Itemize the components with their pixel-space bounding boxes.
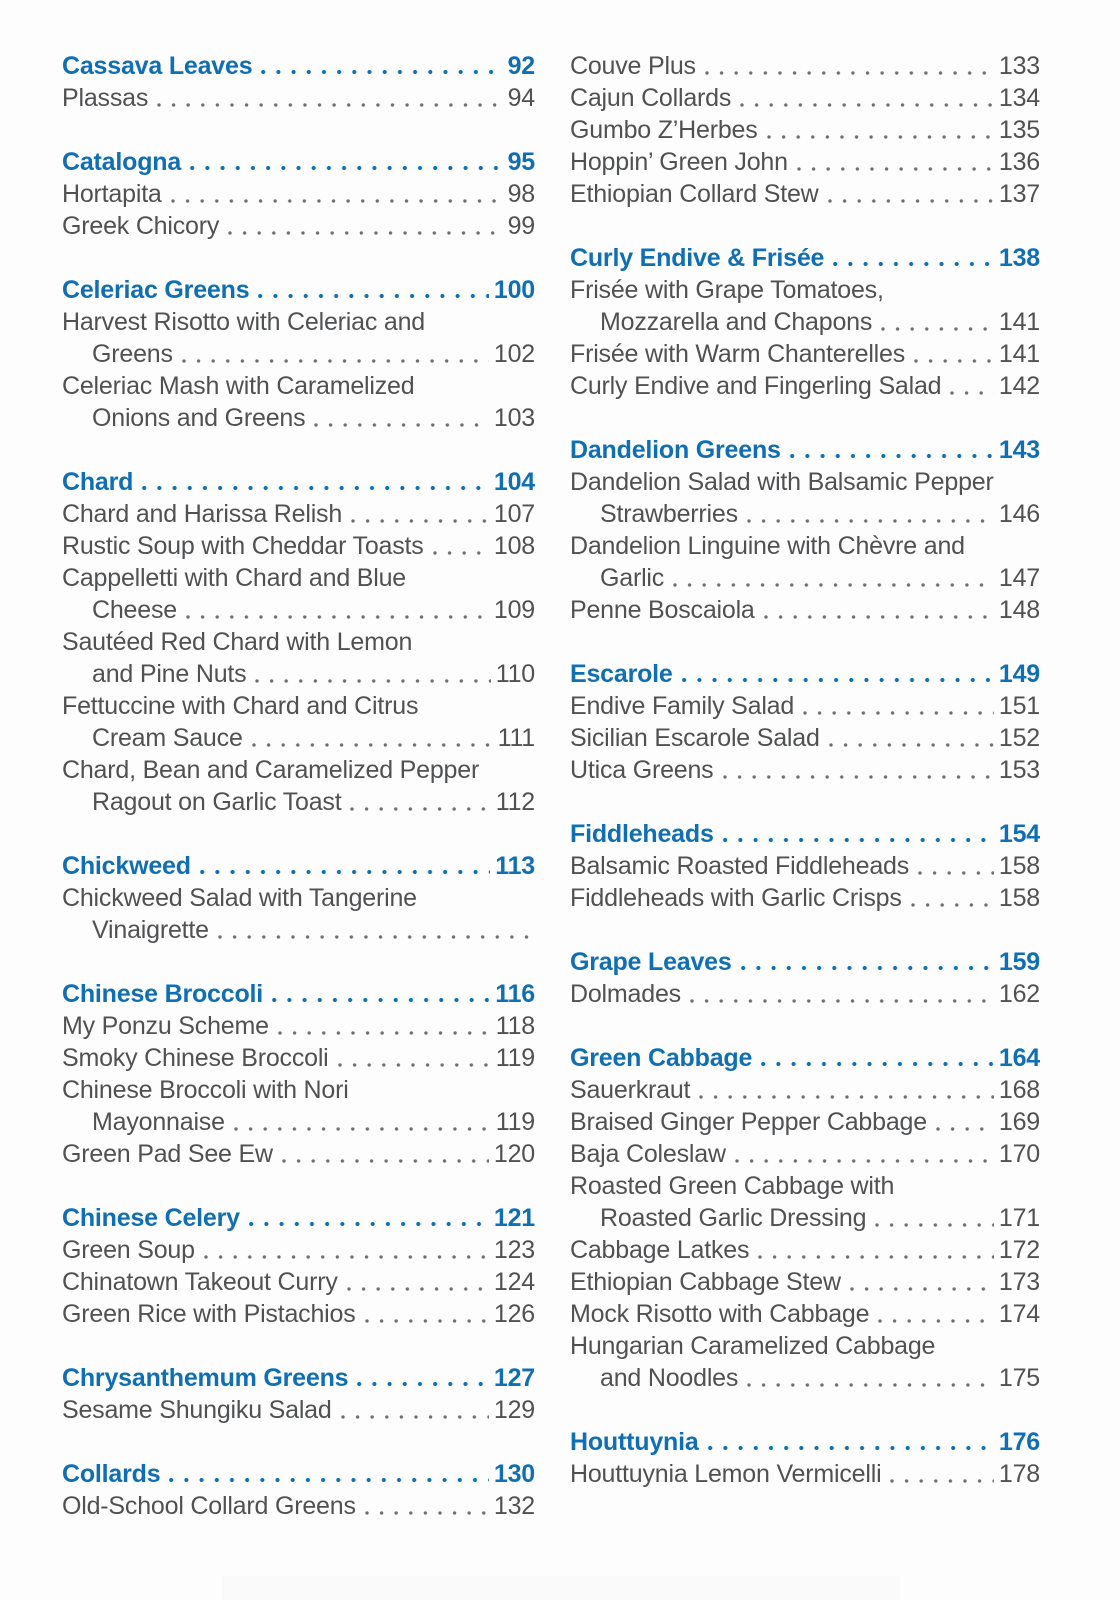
toc-section	[570, 50, 1040, 210]
toc-section	[62, 1202, 535, 1330]
dotted-leader	[157, 102, 502, 108]
dotted-leader	[767, 134, 994, 140]
section-page-number: 100	[493, 276, 535, 304]
section-header-row	[570, 658, 1040, 690]
toc-entry-row	[570, 1298, 1040, 1330]
dotted-leader	[735, 1158, 994, 1164]
toc-entry-row	[62, 786, 535, 818]
entry-title: Cabbage Latkes	[570, 1236, 750, 1264]
toc-entry-row	[62, 690, 535, 722]
entry-title: Sicilian Escarole Salad	[570, 724, 820, 752]
section-page-number: 104	[493, 468, 535, 496]
section-title: Cassava Leaves	[62, 52, 253, 80]
dotted-leader	[833, 261, 994, 267]
section-page-number: 95	[507, 148, 535, 176]
toc-entry-row	[570, 498, 1040, 530]
dotted-leader	[142, 485, 489, 491]
toc-entry-row	[570, 594, 1040, 626]
toc-entry-row	[570, 1202, 1040, 1234]
toc-entry-row	[62, 498, 535, 530]
entry-title: and Noodles	[600, 1364, 739, 1392]
dotted-leader	[723, 837, 994, 843]
section-title: Chickweed	[62, 852, 191, 880]
entry-title: Dolmades	[570, 980, 681, 1008]
dotted-leader	[918, 870, 994, 876]
entry-title: Cappelletti with Chard and Blue	[62, 564, 407, 592]
entry-title: Ragout on Garlic Toast	[92, 788, 342, 816]
toc-entry-row	[570, 50, 1040, 82]
toc-entry-row	[62, 1490, 535, 1522]
dotted-leader	[186, 614, 489, 620]
entry-page-number: 120	[493, 1140, 535, 1168]
toc-entry-row	[62, 722, 535, 754]
toc-entry-row	[570, 978, 1040, 1010]
entry-title: Vinaigrette	[92, 916, 209, 944]
entry-page-number: 136	[998, 148, 1040, 176]
toc-entry-row	[570, 274, 1040, 306]
entry-page-number: 171	[998, 1204, 1040, 1232]
entry-page-number: 118	[495, 1012, 535, 1040]
dotted-leader	[747, 518, 994, 524]
toc-entry-row	[62, 178, 535, 210]
entry-page-number: 110	[495, 660, 535, 688]
entry-title: Endive Family Salad	[570, 692, 795, 720]
entry-title: Curly Endive and Fingerling Salad	[570, 372, 942, 400]
dotted-leader	[314, 422, 488, 428]
toc-entry-row	[62, 1138, 535, 1170]
entry-title: Fettuccine with Chard and Citrus	[62, 692, 419, 720]
toc-entry-row	[570, 754, 1040, 786]
dotted-leader	[803, 710, 994, 716]
entry-title: Dandelion Salad with Balsamic Pepper	[570, 468, 994, 496]
dotted-leader	[282, 1158, 489, 1164]
toc-entry-row	[62, 1074, 535, 1106]
entry-title: Greek Chicory	[62, 212, 220, 240]
section-title: Dandelion Greens	[570, 436, 781, 464]
section-title: Grape Leaves	[570, 948, 732, 976]
section-header-row	[570, 818, 1040, 850]
section-header-row	[570, 242, 1040, 274]
dotted-leader	[347, 1286, 489, 1292]
dotted-leader	[200, 869, 490, 875]
toc-section	[570, 1042, 1040, 1394]
toc-section	[62, 1362, 535, 1426]
entry-title: Mock Risotto with Cabbage	[570, 1300, 870, 1328]
entry-title: Hortapita	[62, 180, 162, 208]
entry-title: Gumbo Z’Herbes	[570, 116, 758, 144]
toc-entry-row	[570, 1170, 1040, 1202]
toc-column-1	[62, 50, 535, 1522]
toc-entry-row	[570, 178, 1040, 210]
dotted-leader	[914, 358, 994, 364]
section-title: Celeriac Greens	[62, 276, 250, 304]
entry-page-number: 147	[998, 564, 1040, 592]
entry-title: Sauerkraut	[570, 1076, 691, 1104]
dotted-leader	[761, 1061, 994, 1067]
section-header-row	[62, 50, 535, 82]
section-page-number: 121	[493, 1204, 535, 1232]
section-title: Chinese Celery	[62, 1204, 240, 1232]
dotted-leader	[365, 1318, 489, 1324]
entry-page-number: 152	[998, 724, 1040, 752]
section-title: Fiddleheads	[570, 820, 714, 848]
toc-entry-row	[62, 338, 535, 370]
dotted-leader	[204, 1254, 489, 1260]
toc-entry-row	[62, 1234, 535, 1266]
entry-title: Braised Ginger Pepper Cabbage	[570, 1108, 927, 1136]
section-page-number: 127	[493, 1364, 535, 1392]
section-page-number: 149	[998, 660, 1040, 688]
dotted-leader	[169, 1477, 488, 1483]
entry-page-number: 134	[998, 84, 1040, 112]
toc-entry-row	[570, 690, 1040, 722]
entry-page-number: 99	[507, 212, 535, 240]
section-header-row	[62, 1458, 535, 1490]
entry-page-number: 133	[998, 52, 1040, 80]
toc-section	[570, 242, 1040, 402]
section-header-row	[570, 434, 1040, 466]
dotted-leader	[218, 934, 530, 940]
entry-title: Onions and Greens	[92, 404, 306, 432]
section-page-number: 138	[998, 244, 1040, 272]
entry-title: Green Rice with Pistachios	[62, 1300, 356, 1328]
entry-title: Sautéed Red Chard with Lemon	[62, 628, 413, 656]
toc-section	[62, 978, 535, 1170]
entry-title: Mayonnaise	[92, 1108, 225, 1136]
dotted-leader	[252, 742, 493, 748]
section-header-row	[62, 1362, 535, 1394]
toc-entry-row	[570, 114, 1040, 146]
entry-page-number: 119	[495, 1044, 535, 1072]
dotted-leader	[433, 550, 489, 556]
entry-page-number: 102	[493, 340, 535, 368]
dotted-leader	[278, 1030, 491, 1036]
entry-page-number: 175	[998, 1364, 1040, 1392]
toc-entry-row	[62, 562, 535, 594]
toc-section	[570, 1426, 1040, 1490]
entry-page-number: 168	[998, 1076, 1040, 1104]
dotted-leader	[171, 198, 503, 204]
entry-title: Old-School Collard Greens	[62, 1492, 356, 1520]
toc-entry-row	[62, 402, 535, 434]
section-header-row	[62, 1202, 535, 1234]
entry-page-number: 153	[998, 756, 1040, 784]
entry-page-number: 178	[998, 1460, 1040, 1488]
section-page-number: 92	[507, 52, 535, 80]
entry-page-number: 129	[493, 1396, 535, 1424]
dotted-leader	[764, 614, 994, 620]
entry-title: Houttuynia Lemon Vermicelli	[570, 1460, 882, 1488]
section-page-number: 154	[998, 820, 1040, 848]
section-title: Escarole	[570, 660, 673, 688]
dotted-leader	[875, 1222, 994, 1228]
entry-page-number: 158	[998, 852, 1040, 880]
footer-shade	[222, 1576, 900, 1600]
dotted-leader	[690, 998, 994, 1004]
toc-entry-row	[62, 210, 535, 242]
entry-title: Penne Boscaiola	[570, 596, 755, 624]
entry-title: Mozzarella and Chapons	[600, 308, 873, 336]
dotted-leader	[950, 390, 993, 396]
entry-page-number: 137	[998, 180, 1040, 208]
entry-page-number: 126	[493, 1300, 535, 1328]
toc-section	[62, 850, 535, 946]
toc-entry-row	[62, 370, 535, 402]
dotted-leader	[673, 582, 994, 588]
dotted-leader	[758, 1254, 994, 1260]
entry-page-number: 146	[998, 500, 1040, 528]
entry-title: Roasted Green Cabbage with	[570, 1172, 895, 1200]
section-header-row	[62, 850, 535, 882]
toc-entry-row	[62, 82, 535, 114]
entry-title: Ethiopian Cabbage Stew	[570, 1268, 841, 1296]
entry-title: Cajun Collards	[570, 84, 732, 112]
entry-title: Chard and Harissa Relish	[62, 500, 343, 528]
entry-title: Strawberries	[600, 500, 738, 528]
dotted-leader	[797, 166, 994, 172]
entry-title: Plassas	[62, 84, 149, 112]
dotted-leader	[228, 230, 502, 236]
entry-title: Couve Plus	[570, 52, 696, 80]
dotted-leader	[829, 742, 994, 748]
dotted-leader	[261, 69, 502, 75]
section-title: Chard	[62, 468, 134, 496]
entry-page-number: 124	[493, 1268, 535, 1296]
toc-entry-row	[62, 658, 535, 690]
section-header-row	[570, 1042, 1040, 1074]
entry-title: Garlic	[600, 564, 665, 592]
entry-page-number: 142	[998, 372, 1040, 400]
dotted-leader	[741, 965, 994, 971]
entry-page-number: 158	[998, 884, 1040, 912]
section-title: Curly Endive & Frisée	[570, 244, 825, 272]
dotted-leader	[249, 1221, 489, 1227]
entry-title: Frisée with Warm Chanterelles	[570, 340, 906, 368]
dotted-leader	[747, 1382, 994, 1388]
entry-title: Green Soup	[62, 1236, 195, 1264]
dotted-leader	[255, 678, 490, 684]
dotted-leader	[723, 774, 994, 780]
dotted-leader	[878, 1318, 994, 1324]
entry-page-number: 109	[493, 596, 535, 624]
entry-title: Balsamic Roasted Fiddleheads	[570, 852, 910, 880]
dotted-leader	[341, 1414, 489, 1420]
entry-title: Hungarian Caramelized Cabbage	[570, 1332, 936, 1360]
section-page-number: 113	[495, 852, 535, 880]
toc-entry-row	[570, 850, 1040, 882]
toc-section	[570, 946, 1040, 1010]
entry-title: Chard, Bean and Caramelized Pepper	[62, 756, 480, 784]
dotted-leader	[936, 1126, 994, 1132]
entry-title: Rustic Soup with Cheddar Toasts	[62, 532, 424, 560]
section-header-row	[62, 466, 535, 498]
toc-entry-row	[570, 882, 1040, 914]
entry-page-number: 108	[493, 532, 535, 560]
entry-title: and Pine Nuts	[92, 660, 247, 688]
toc-entry-row	[570, 1138, 1040, 1170]
entry-title: Chinese Broccoli with Nori	[62, 1076, 349, 1104]
entry-title: Ethiopian Collard Stew	[570, 180, 819, 208]
toc-entry-row	[62, 754, 535, 786]
entry-page-number: 119	[495, 1108, 535, 1136]
section-title: Green Cabbage	[570, 1044, 753, 1072]
entry-page-number: 141	[998, 308, 1040, 336]
entry-page-number: 172	[998, 1236, 1040, 1264]
entry-page-number: 170	[998, 1140, 1040, 1168]
entry-page-number: 162	[998, 980, 1040, 1008]
entry-title: Green Pad See Ew	[62, 1140, 273, 1168]
entry-page-number: 103	[493, 404, 535, 432]
toc-entry-row	[62, 1042, 535, 1074]
toc-entry-row	[570, 1458, 1040, 1490]
entry-title: Hoppin’ Green John	[570, 148, 788, 176]
entry-page-number: 132	[493, 1492, 535, 1520]
toc-section	[62, 50, 535, 114]
dotted-leader	[350, 806, 490, 812]
toc-section	[62, 146, 535, 242]
dotted-leader	[890, 1478, 993, 1484]
dotted-leader	[365, 1510, 489, 1516]
toc-entry-row	[570, 1234, 1040, 1266]
section-title: Collards	[62, 1460, 161, 1488]
toc-entry-row	[62, 1106, 535, 1138]
dotted-leader	[708, 1445, 994, 1451]
entry-title: Chickweed Salad with Tangerine	[62, 884, 417, 912]
section-title: Houttuynia	[570, 1428, 699, 1456]
entry-page-number: 98	[507, 180, 535, 208]
dotted-leader	[190, 165, 503, 171]
entry-title: Roasted Garlic Dressing	[600, 1204, 867, 1232]
toc-section	[570, 434, 1040, 626]
toc-entry-row	[62, 1298, 535, 1330]
entry-page-number: 111	[497, 724, 535, 752]
dotted-leader	[881, 326, 994, 332]
entry-title: Chinatown Takeout Curry	[62, 1268, 338, 1296]
section-header-row	[570, 1426, 1040, 1458]
dotted-leader	[234, 1126, 491, 1132]
dotted-leader	[740, 102, 994, 108]
entry-page-number: 141	[998, 340, 1040, 368]
dotted-leader	[272, 997, 490, 1003]
toc-section	[570, 658, 1040, 786]
entry-page-number: 94	[507, 84, 535, 112]
toc-entry-row	[570, 306, 1040, 338]
entry-title: Cream Sauce	[92, 724, 243, 752]
entry-page-number: 123	[493, 1236, 535, 1264]
entry-page-number: 174	[998, 1300, 1040, 1328]
dotted-leader	[182, 358, 489, 364]
toc-column-2	[570, 50, 1040, 1522]
dotted-leader	[351, 518, 489, 524]
section-page-number: 130	[493, 1460, 535, 1488]
entry-page-number: 148	[998, 596, 1040, 624]
toc-entry-row	[570, 722, 1040, 754]
entry-title: Smoky Chinese Broccoli	[62, 1044, 329, 1072]
toc-entry-row	[570, 562, 1040, 594]
toc-section	[62, 466, 535, 818]
toc-entry-row	[570, 1266, 1040, 1298]
entry-title: Harvest Risotto with Celeriac and	[62, 308, 425, 336]
section-page-number: 159	[998, 948, 1040, 976]
toc-entry-row	[570, 370, 1040, 402]
entry-title: Baja Coleslaw	[570, 1140, 726, 1168]
dotted-leader	[828, 198, 994, 204]
toc-entry-row	[62, 882, 535, 914]
dotted-leader	[790, 453, 994, 459]
toc-entry-row	[570, 1330, 1040, 1362]
section-page-number: 116	[495, 980, 535, 1008]
section-header-row	[62, 146, 535, 178]
section-page-number: 164	[998, 1044, 1040, 1072]
entry-title: Cheese	[92, 596, 177, 624]
toc-entry-row	[570, 1362, 1040, 1394]
entry-page-number: 135	[998, 116, 1040, 144]
toc-entry-row	[62, 1010, 535, 1042]
toc-entry-row	[62, 1266, 535, 1298]
toc-entry-row	[570, 1106, 1040, 1138]
section-title: Chrysanthemum Greens	[62, 1364, 349, 1392]
toc-entry-row	[62, 914, 535, 946]
toc-entry-row	[570, 466, 1040, 498]
toc-entry-row	[62, 530, 535, 562]
section-title: Chinese Broccoli	[62, 980, 264, 1008]
toc-entry-row	[570, 338, 1040, 370]
entry-page-number: 173	[998, 1268, 1040, 1296]
toc-entry-row	[570, 1074, 1040, 1106]
toc-entry-row	[570, 146, 1040, 178]
section-page-number: 176	[998, 1428, 1040, 1456]
entry-title: Utica Greens	[570, 756, 714, 784]
dotted-leader	[705, 70, 994, 76]
dotted-leader	[699, 1094, 994, 1100]
section-title: Catalogna	[62, 148, 182, 176]
entry-title: Dandelion Linguine with Chèvre and	[570, 532, 965, 560]
dotted-leader	[911, 902, 994, 908]
dotted-leader	[258, 293, 488, 299]
dotted-leader	[850, 1286, 994, 1292]
section-header-row	[62, 274, 535, 306]
entry-title: Frisée with Grape Tomatoes,	[570, 276, 884, 304]
section-header-row	[570, 946, 1040, 978]
toc-entry-row	[62, 626, 535, 658]
toc-section	[62, 1458, 535, 1522]
dotted-leader	[682, 677, 994, 683]
entry-title: Fiddleheads with Garlic Crisps	[570, 884, 902, 912]
entry-title: My Ponzu Scheme	[62, 1012, 269, 1040]
toc-section	[570, 818, 1040, 914]
entry-page-number: 107	[493, 500, 535, 528]
entry-title: Greens	[92, 340, 173, 368]
toc-entry-row	[570, 82, 1040, 114]
dotted-leader	[357, 1381, 489, 1387]
entry-page-number: 169	[998, 1108, 1040, 1136]
toc-entry-row	[62, 1394, 535, 1426]
section-header-row	[62, 978, 535, 1010]
dotted-leader	[338, 1062, 491, 1068]
section-page-number: 143	[998, 436, 1040, 464]
toc-entry-row	[62, 594, 535, 626]
toc-entry-row	[62, 306, 535, 338]
entry-title: Sesame Shungiku Salad	[62, 1396, 332, 1424]
entry-title: Celeriac Mash with Caramelized	[62, 372, 415, 400]
toc-entry-row	[570, 530, 1040, 562]
entry-page-number: 151	[998, 692, 1040, 720]
toc-section	[62, 274, 535, 434]
entry-page-number: 112	[495, 788, 535, 816]
